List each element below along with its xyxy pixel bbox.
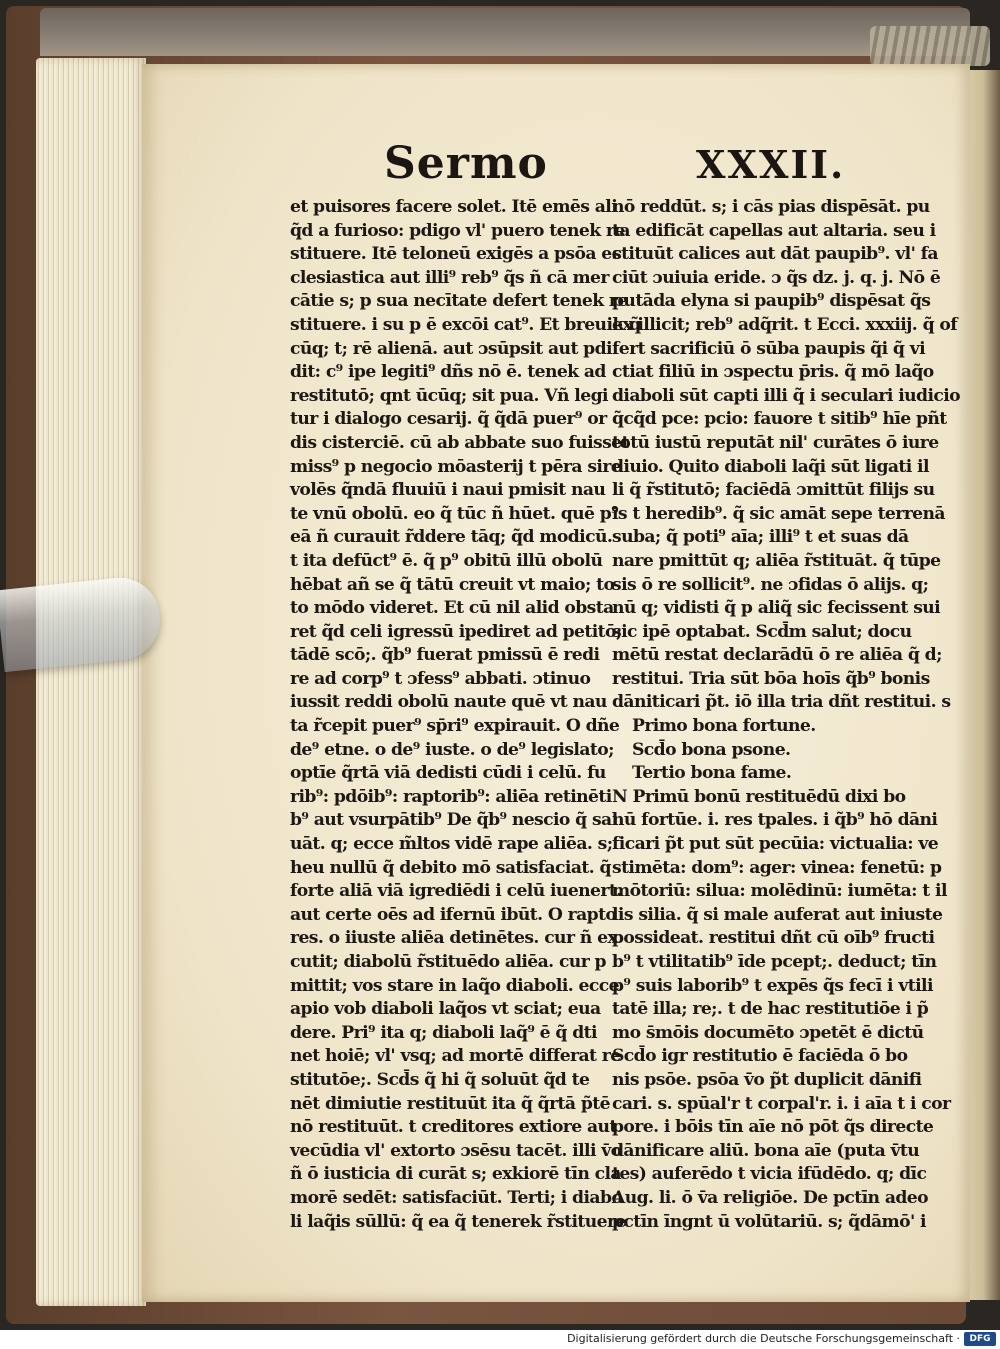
text-line: forte aliā viā igrediēdi i celū iuenert. [290, 881, 622, 902]
text-line: nū q; vidisti q̃ p aliq̃ sic fecissent sui [612, 598, 941, 619]
text-line: nare pmittūt q; aliēa r̃stituāt. q̃ tūpe [612, 550, 941, 571]
text-line: b⁹ t vtilitatib⁹ īde pcept;. deduct; tīn [612, 952, 937, 972]
text-line: nis psōe. psōa v̄o p̃t duplicit dānifi [612, 1069, 922, 1090]
text-line: morē sedēt: satisfaciūt. Terti; i diabo [290, 1187, 623, 1208]
text-line: optīe q̃rtā viā dedisti cūdi i celū. fu [290, 763, 606, 784]
text-line: restitui. Tria sūt bōa hoīs q̃b⁹ bonis [612, 668, 930, 689]
text-line: pctīn īngnt ū volūtariū. s; q̃dāmō' i [612, 1211, 926, 1232]
text-line: mittit; vos stare in laq̃o diaboli. ecce [290, 975, 619, 996]
text-line: mo s̄mōis documēto ɔpetēt ē dictū [612, 1022, 924, 1043]
header-word: Sermo [384, 138, 548, 189]
text-line: tādē scō;. q̃b⁹ fuerat pmissū ē redi [290, 645, 600, 666]
text-line: stituere. Itē teloneū exigēs a psōa ec [290, 244, 622, 265]
dfg-logo: DFG [964, 1332, 996, 1346]
text-line: res. o iiuste aliēa detinētes. cur ñ ex [290, 928, 618, 949]
text-line: dere. Pri⁹ ita q; diaboli laq̃⁹ ē q̃ dti [290, 1022, 597, 1043]
text-line: p⁹ suis laborib⁹ t expēs q̃s fecī i vtili [612, 975, 933, 996]
text-line: li laq̃is sūllū: q̃ ea q̃ tenerek r̃stituere [290, 1211, 626, 1232]
right-page-edge [966, 70, 1000, 1300]
text-line: heu nullū q̃ debito mō satisfaciat. q̃ [290, 857, 611, 878]
text-line: nū fortūe. i. res tpales. i q̃b⁹ hō dāni [612, 810, 938, 831]
text-line: totū iustū reputāt nil' curātes ō iure [612, 432, 939, 453]
text-line: t ita defūct⁹ ē. q̃ p⁹ obitū illū obolū [290, 550, 603, 571]
text-line: fert sacrificiū ō sūba paupis q̃i q̃ vi [612, 338, 926, 359]
text-line: sic ipē optabat. Scd̄m salut; docu [612, 621, 912, 642]
text-line: Primo bona fortune. [632, 716, 816, 737]
text-line: stitutōe;. Scd̄s q̃ hi q̃ soluūt q̃d te [290, 1069, 590, 1090]
footer-bar [0, 1330, 1000, 1349]
text-line: dānificare aliū. bona aīe (puta v̄tu [612, 1140, 920, 1161]
text-line: ta edificāt capellas aut altaria. seu i [612, 220, 936, 241]
text-line: ciūt ɔuiuia eride. ɔ q̃s dz. j. q. j. Nō ē [612, 267, 941, 288]
text-line: tatē illa; re;. t de hac restitutiōe i p̃ [612, 999, 929, 1020]
text-line: volēs q̃ndā fluuiū i naui pmisit nau [290, 480, 606, 501]
text-line: aut certe oēs ad ifernū ibūt. O rapto [290, 904, 617, 925]
text-line: pore. i bōis tīn aīe nō pōt q̃s directe [612, 1117, 934, 1138]
text-line: Scd̄o bona psone. [632, 739, 791, 760]
text-line: iussit reddi obolū naute quē vt nau [290, 692, 607, 713]
text-line: mōtoriū: silua: molēdinū: iumēta: t il [612, 881, 947, 902]
text-line: tes) auferēdo t vicia ifūdēdo. q; dīc [612, 1164, 927, 1185]
text-line: li q̃ r̃stitutō; faciēdā ɔmittūt filijs su [612, 480, 935, 501]
text-line: ñ ō iusticia di curāt s; exkiorē tīn cla [290, 1164, 621, 1185]
page-header [384, 138, 854, 194]
text-line: Scd̄o igr restitutio ē faciēda ō bo [612, 1046, 908, 1067]
text-line: cari. s. spūal'r t corpal'r. i. i aīa t i cor [612, 1093, 951, 1114]
text-line: de⁹ etne. o de⁹ iuste. o de⁹ legislato; [290, 739, 614, 760]
text-line: te vnū obolū. eo q̃ tūc ñ hūet. quē p⁹ [290, 503, 619, 524]
text-line: mētū restat declarādū ō re aliēa q̃ d; [612, 645, 942, 666]
text-column-left [290, 196, 641, 1234]
text-column-right [612, 196, 961, 1234]
text-line: ret q̃d celi igressū ipediret ad petitō; [290, 621, 622, 642]
text-line: uāt. q; ecce m̃ltos vidē rape aliēa. s; [290, 834, 613, 855]
text-line: rib⁹: pdōib⁹: raptorib⁹: aliēa retinēti [290, 786, 612, 807]
text-line: clesiastica aut illi⁹ reb⁹ q̃s ñ cā mer [290, 267, 609, 288]
footer-credit: Digitalisierung gefördert durch die Deutsche Forschungsgemeinschaft · [567, 1332, 960, 1345]
text-line: q̃cq̃d pce: pcio: fauore t sitib⁹ hīe pñt [612, 409, 947, 430]
text-line: Aug. li. ō v̄a religiōe. De pctīn adeo [612, 1187, 928, 1208]
text-line: ex illicit; reb⁹ adq̃rit. t Ecci. xxxiij. q̃ of [612, 314, 958, 335]
header-number: XXXII. [696, 142, 846, 187]
text-line: to mōdo videret. Et cū nil alid obsta [290, 598, 614, 619]
book-clasp [870, 26, 990, 66]
text-line: nō restituūt. t creditores extiore aut [290, 1117, 617, 1138]
text-line: stituere. i su p ē excōi cat⁹. Et breuik q̃ [290, 314, 641, 335]
text-line: Tertio bona fame. [632, 763, 792, 784]
text-line: is t heredib⁹. q̃ sic amāt sepe terrenā [612, 503, 945, 524]
text-line: stituūt calices aut dāt paupib⁹. vl' fa [612, 244, 938, 265]
text-line: diaboli sūt capti illi q̃ i seculari iudicio [612, 385, 961, 406]
page-edges [36, 58, 146, 1306]
text-line: nō reddūt. s; i cās pias dispēsāt. pu [612, 197, 930, 217]
text-line: cātie s; p sua necītate defert tenek re [290, 291, 628, 312]
text-line: q̃d a furioso: pdigo vl' puero tenek re [290, 220, 625, 241]
text-line: diuio. Quito diaboli laq̃i sūt ligati il [612, 456, 929, 477]
text-line: hēbat añ se q̃ tātū creuit vt maio; to [290, 574, 615, 595]
text-line: re ad corp⁹ t ɔfess⁹ abbati. ɔtinuo [290, 668, 591, 689]
text-line: restitutō; qnt ūcūq; sit pua. Vñ legi [290, 385, 608, 406]
text-line: dit: c⁹ ipe legiti⁹ dñs nō ē. tenek ad [290, 362, 606, 383]
text-line: net hoiē; vl' vsq; ad mortē differat re [290, 1046, 621, 1067]
text-line: vecūdia vl' extorto ɔsēsu tacēt. illi v̄o [290, 1140, 622, 1161]
text-line: ficari p̃t put sūt pecūia: victualia: ve [612, 834, 939, 855]
text-line: eā ñ curauit r̃ddere tāq; q̃d modicū. [290, 527, 613, 548]
text-line: suba; q̃ poti⁹ aīa; illi⁹ t et suas dā [612, 527, 909, 548]
text-line: b⁹ aut vsurpātib⁹ De q̃b⁹ nescio q̃ sal [290, 810, 618, 831]
text-line: miss⁹ p negocio mōasterij t pēra sire [290, 456, 622, 477]
text-line: dis cisterciē. cū ab abbate suo fuisset [290, 432, 629, 453]
text-line: lis silia. q̃ si male auferat aut iniuste [612, 904, 943, 925]
book-spine-top [40, 8, 970, 56]
text-line: apio vob diaboli laq̃os vt sciat; eua [290, 999, 601, 1020]
text-line: tur i dialogo cesarij. q̃ q̃dā puer⁹ or [290, 409, 607, 430]
text-line: sis ō re sollicit⁹. ne ɔfidas ō alijs. q; [612, 574, 929, 595]
text-line: putāda elyna si paupib⁹ dispēsat q̃s [612, 291, 931, 312]
text-line: cutit; diabolū r̃stituēdo aliēa. cur p [290, 952, 606, 972]
text-line: nēt dimiutie restituūt ita q̃ q̃rtā p̃tē [290, 1093, 610, 1114]
text-line: possideat. restitui dñt cū oīb⁹ fructi [612, 928, 935, 949]
text-line: N Primū bonū restituēdū dixi bo [612, 786, 906, 807]
text-line: stimēta: dom⁹: ager: vinea: fenetū: p [612, 857, 942, 878]
text-line: ta r̃cepit puer⁹ sp̄ri⁹ expirauit. O dñe [290, 716, 620, 737]
text-line: et puisores facere solet. Itē emēs ali [290, 197, 618, 217]
text-line: ctiat filiū in ɔspectu p̄ris. q̃ mō laq̃o [612, 362, 934, 383]
text-line: dāniticari p̃t. iō illa tria dñt restitui. s [612, 692, 951, 713]
text-line: cūq; t; rē alienā. aut ɔsūpsit aut pdi [290, 338, 612, 359]
